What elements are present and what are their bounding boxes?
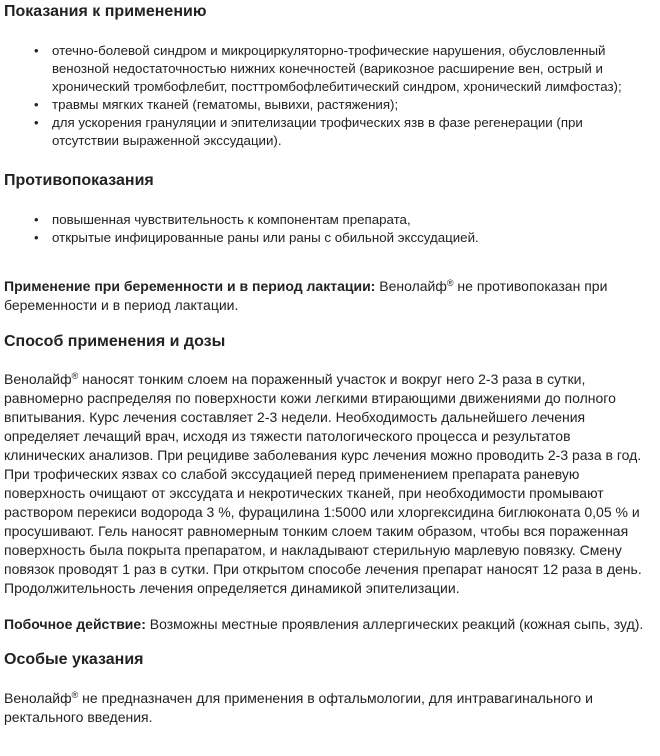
special-brand: Венолайф — [4, 690, 72, 706]
special-heading: Особые указания — [4, 651, 144, 668]
indications-heading: Показания к применению — [4, 3, 207, 20]
registered-mark: ® — [71, 371, 79, 381]
side-effects-paragraph — [4, 615, 648, 634]
pregnancy-text: не противопоказан при беременности и в период лактации. — [4, 278, 608, 313]
contraindications-item: • открытые инфицированные раны или раны с обильной экссудацией. — [34, 229, 648, 247]
dosage-heading-tail: ы — [211, 333, 226, 350]
contraindications-item: • повышенная чувствительность к компонентам препарата, — [34, 211, 648, 229]
pregnancy-brand: Венолайф — [375, 278, 447, 294]
dosage-heading — [4, 332, 648, 352]
indications-item: • для ускорения грануляции и эпителизации трофических язв в фазе регенерации (при отсутствии выраженной экссудации). — [34, 114, 648, 150]
dosage-heading-text: Способ применения и доз — [4, 333, 212, 350]
indications-item: • травмы мягких тканей (гематомы, вывихи, растяжения); — [34, 96, 648, 114]
dosage-paragraph — [4, 370, 648, 598]
special-paragraph — [4, 689, 648, 727]
indications-item: • отечно-болевой синдром и микроциркуляторно-трофические нарушения, обусловленный венозной недостаточностью нижних конечностей (варикозное расширение вен, острый и хронический тромбофлебит, посттромбофлебитический синдром, хронический лимфостаз); — [34, 42, 648, 96]
indications-list — [4, 42, 648, 150]
dosage-brand: Венолайф — [4, 371, 72, 387]
pregnancy-paragraph — [4, 277, 648, 315]
special-text: не предназначен для применения в офтальмологии, для интравагинального и ректального введения. — [4, 690, 593, 725]
contraindications-heading: Противопоказания — [4, 172, 154, 189]
side-effects-text: Возможны местные проявления аллергических реакций (кожная сыпь, зуд). — [145, 616, 644, 632]
dosage-text: наносят тонким слоем на пораженный участок и вокруг него 2-3 раза в сутки, равномерно распределяя по поверхности кожи легкими втирающими движениями до полного впитывания. Курс лечения составляет 2-3 недели. Необходимость дальнейшего лечения определяет лечащий врач, исходя из тяжести патологического процесса и результатов клинических анализов. При рецидиве заболевания курс лечения можно проводить 2-3 раза в год. При трофических язвах со слабой экссудацией перед применением препарата раневую поверхность очищают от экссудата и некротических тканей, при необходимости промывают раствором перекиси водорода 3 %, фурацилина 1:5000 или хлоргексидина биглюконата 0,05 % и просушивают. Гель наносят равномерным тонким слоем таким образом, чтобы вся пораженная поверхность была покрыта препаратом, и накладывают стерильную марлевую повязку. Смену повязок проводят 1 раз в сутки. При открытом способе лечения препарат наносят 12 раза в день. Продолжительность лечения определяется динамикой эпителизации. — [4, 371, 642, 596]
registered-mark: ® — [71, 690, 79, 700]
registered-mark: ® — [446, 278, 454, 288]
contraindications-list — [4, 211, 648, 247]
side-effects-label: Побочное действие: — [4, 616, 146, 632]
pregnancy-label: Применение при беременности и в период лактации: — [4, 278, 376, 294]
